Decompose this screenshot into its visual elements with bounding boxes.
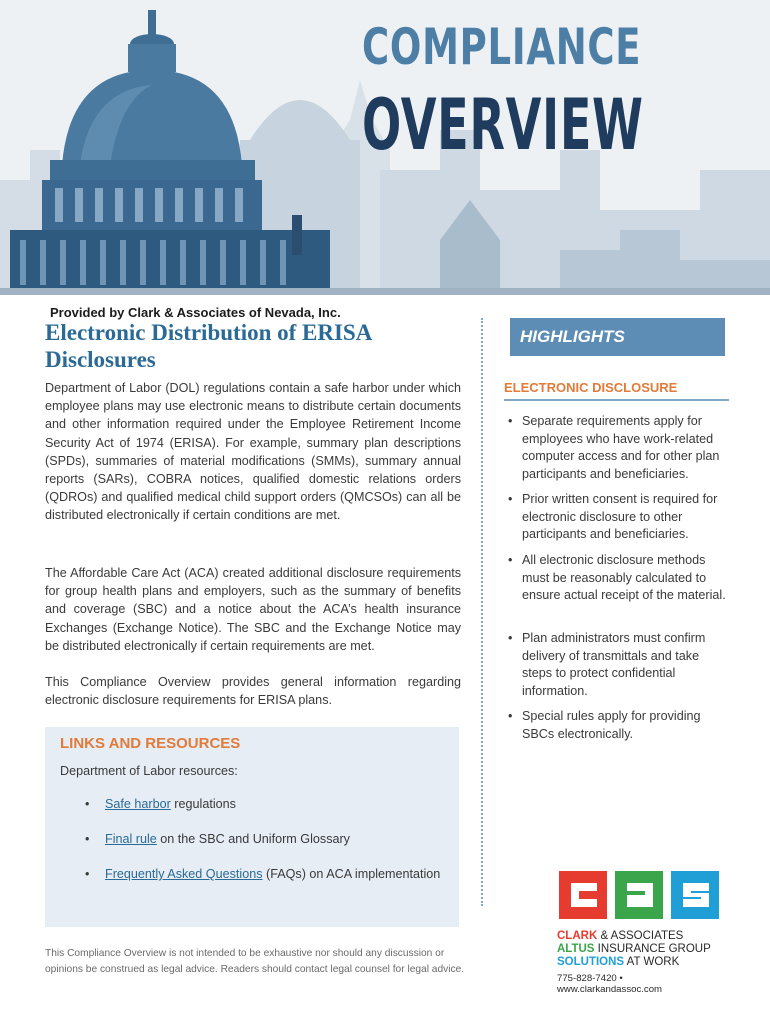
- highlight-bullet: [508, 552, 728, 605]
- bullet-icon: •: [508, 631, 513, 645]
- bullet-icon: •: [85, 867, 90, 881]
- electronic-disclosure-heading: ELECTRONIC DISCLOSURE: [504, 380, 729, 401]
- link-item-text: regulations: [170, 797, 236, 811]
- document-title: Electronic Distribution of ERISA Disclosures: [45, 320, 372, 372]
- link-item: [85, 867, 440, 881]
- highlight-text: All electronic disclosure methods must be reasonably calculated to ensure actual receipt of the material.: [522, 553, 726, 602]
- banner: [0, 0, 770, 295]
- links-heading: LINKS AND RESOURCES: [60, 735, 241, 752]
- logo-line-solutions: SOLUTIONS AT WORK: [557, 956, 680, 968]
- highlight-bullet: [508, 708, 728, 743]
- aca-paragraph: The Affordable Care Act (ACA) created additional disclosure requirements for group health plans and employers, such as the summary of benefits and coverage (SBC) and a notice about the ACA’s health insurance Exchanges (Exchange Notice). The SBC and the Exchange Notice may be distributed electronically if certain requirements are met.: [45, 566, 461, 653]
- highlight-text: Special rules apply for providing SBCs electronically.: [522, 709, 701, 741]
- intro-paragraph: Department of Labor (DOL) regulations contain a safe harbor under which employee plans may use electronic means to distribute certain documents and other information required under the Employee Retirement Income Security Act of 1974 (ERISA). For example, summary plan descriptions (SPDs), summaries of material modifications (SMMs), summary annual reports (SARs), COBRA notices, qualified domestic relations orders (QDROs) and qualified medical child support orders (QMCSOs) can all be distributed electronically if certain conditions are met.: [45, 381, 461, 523]
- bullet-icon: •: [508, 553, 513, 567]
- highlight-text: Plan administrators must confirm delivery of transmittals and take steps to protect confidential information.: [522, 631, 706, 698]
- faq-link[interactable]: Frequently Asked Questions: [105, 867, 263, 881]
- safe-harbor-link[interactable]: Safe harbor: [105, 797, 171, 811]
- links-subheading: Department of Labor resources:: [60, 764, 238, 778]
- banner-title-overview: OVERVIEW: [362, 84, 644, 166]
- final-rule-link[interactable]: Final rule: [105, 832, 157, 846]
- bullet-icon: •: [508, 492, 513, 506]
- highlight-bullet: [508, 630, 728, 700]
- link-item-text: on the SBC and Uniform Glossary: [156, 832, 350, 846]
- links-and-resources-box: [45, 727, 459, 927]
- overview-paragraph: This Compliance Overview provides general information regarding electronic disclosure requirements for ERISA plans.: [45, 675, 461, 708]
- bullet-icon: •: [85, 832, 90, 846]
- contact-info: 775-828-7420 • www.clarkandassoc.com: [557, 973, 663, 995]
- legal-disclaimer: This Compliance Overview is not intended to be exhaustive nor should any discussion or opinions be construed as legal advice. Readers should contact legal counsel for legal advice.: [45, 948, 465, 975]
- logo-line-clark: CLARK & ASSOCIATES: [557, 930, 684, 942]
- highlight-bullet: [508, 491, 728, 544]
- logo-line-altus: ALTUS INSURANCE GROUP: [557, 943, 711, 955]
- cas-logo-mark: [557, 869, 722, 921]
- highlight-bullet: [508, 413, 728, 483]
- highlights-banner: [510, 318, 725, 356]
- bullet-icon: •: [508, 709, 513, 723]
- highlight-text: Separate requirements apply for employees who have work-related computer access and for other plan participants and beneficiaries.: [522, 414, 720, 481]
- provided-by: Provided by Clark & Associates of Nevada, Inc.: [50, 305, 341, 320]
- clark-associates-logo: [557, 869, 727, 995]
- link-item-text: (FAQs) on ACA implementation: [262, 867, 441, 881]
- link-item: [85, 832, 350, 846]
- column-divider: [481, 318, 483, 906]
- bullet-icon: •: [85, 797, 90, 811]
- highlights-label: HIGHLIGHTS: [520, 327, 625, 346]
- highlight-text: Prior written consent is required for electronic disclosure to other participants and beneficiaries.: [522, 492, 718, 541]
- bullet-icon: •: [508, 414, 513, 428]
- banner-title-compliance: COMPLIANCE: [362, 18, 642, 76]
- link-item: [85, 797, 236, 811]
